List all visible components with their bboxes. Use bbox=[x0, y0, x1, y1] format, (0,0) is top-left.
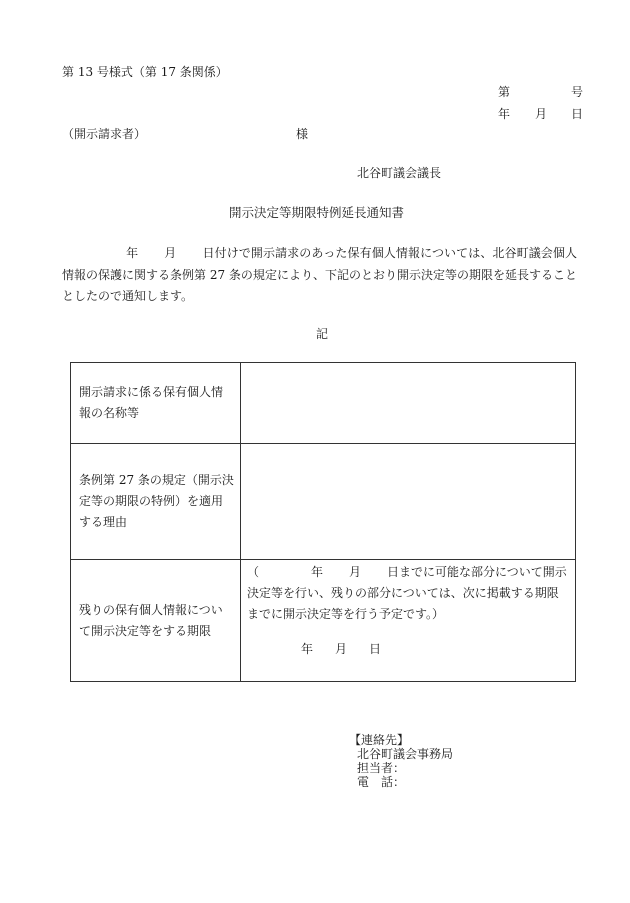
date-month: 月 bbox=[535, 107, 548, 121]
doc-number-prefix: 第 bbox=[498, 85, 511, 99]
row-label: 開示請求に係る保有個人情報の名称等 bbox=[71, 363, 241, 444]
ki-heading: 記 bbox=[316, 327, 329, 341]
addressee-label: （開示請求者） bbox=[62, 127, 147, 141]
document-title: 開示決定等期限特例延長通知書 bbox=[229, 205, 405, 220]
body-year: 年 bbox=[126, 246, 139, 260]
row-value bbox=[241, 444, 576, 560]
body-month: 月 bbox=[164, 246, 177, 260]
info-table bbox=[70, 362, 576, 682]
contact-heading: 【連絡先】 bbox=[349, 733, 410, 747]
table-row bbox=[71, 444, 576, 560]
deadline-month: 月 bbox=[335, 642, 348, 656]
table-row bbox=[71, 560, 576, 682]
body-text: 日付けで開示請求のあった保有個人情報については、北谷町議会個人情報の保護に関する条例第 27 条の規定により、下記のとおり開示決定等の期限を延長することとしたので通知します。 bbox=[62, 246, 577, 303]
table-row bbox=[71, 363, 576, 444]
contact-person: 担当者： bbox=[357, 761, 406, 775]
deadline-year: 年 bbox=[301, 642, 314, 656]
deadline-note-text: 日までに可能な部分について開示決定等を行い、残りの部分については、次に掲載する期限までに開示決定等を行う予定です。） bbox=[247, 565, 567, 621]
addressee-honorific: 様 bbox=[296, 127, 309, 141]
deadline-note-year: 年 bbox=[311, 565, 324, 579]
doc-number-suffix: 号 bbox=[571, 85, 584, 99]
contact-block bbox=[349, 733, 453, 789]
deadline-date bbox=[247, 639, 569, 660]
deadline-open-paren: （ bbox=[247, 565, 260, 579]
row-value bbox=[241, 363, 576, 444]
contact-office: 北谷町議会事務局 bbox=[357, 747, 454, 761]
row-label: 残りの保有個人情報について開示決定等をする期限 bbox=[71, 560, 241, 682]
deadline-day: 日 bbox=[369, 642, 382, 656]
body-paragraph bbox=[62, 243, 577, 308]
contact-phone: 電 話： bbox=[357, 775, 406, 789]
form-number: 第 13 号様式（第 17 条関係） bbox=[62, 65, 228, 79]
sender-name: 北谷町議会議長 bbox=[357, 166, 442, 180]
deadline-note-month: 月 bbox=[349, 565, 362, 579]
date-day: 日 bbox=[571, 107, 584, 121]
date-year: 年 bbox=[498, 107, 511, 121]
deadline-note bbox=[247, 562, 569, 625]
row-value bbox=[241, 560, 576, 682]
row-label: 条例第 27 条の規定（開示決定等の期限の特例）を適用する理由 bbox=[71, 444, 241, 560]
